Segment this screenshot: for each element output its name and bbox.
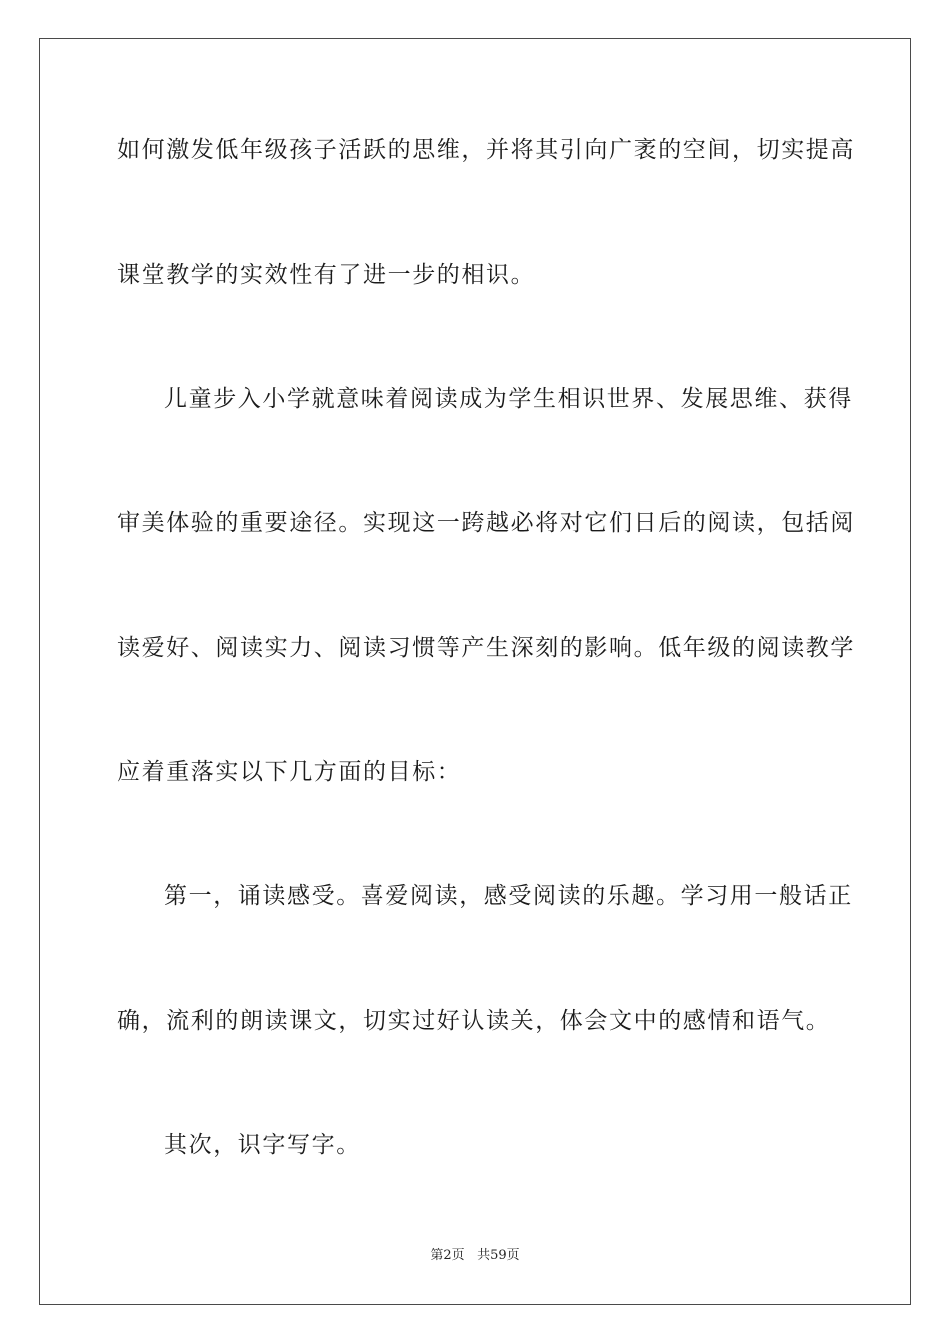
body-text-line: 应着重落实以下几方面的目标： — [117, 759, 462, 785]
body-text-line: 确，流利的朗读课文，切实过好认读关，体会文中的感情和语气。 — [117, 1008, 831, 1034]
paragraph-start-line: 其次，识字写字。 — [164, 1132, 361, 1158]
body-text-line: 课堂教学的实效性有了进一步的相识。 — [117, 262, 536, 288]
body-text-line: 审美体验的重要途径。实现这一跨越必将对它们日后的阅读，包括阅 — [117, 510, 855, 536]
page-number: 第2页 — [430, 1248, 465, 1263]
paragraph-start-line: 儿童步入小学就意味着阅读成为学生相识世界、发展思维、获得 — [164, 386, 853, 412]
page-footer — [0, 1247, 950, 1265]
body-text-line: 如何激发低年级孩子活跃的思维，并将其引向广袤的空间，切实提高 — [117, 137, 855, 163]
page-border — [39, 38, 911, 1305]
body-text-line: 读爱好、阅读实力、阅读习惯等产生深刻的影响。低年级的阅读教学 — [117, 635, 855, 661]
paragraph-start-line: 第一，诵读感受。喜爱阅读，感受阅读的乐趣。学习用一般话正 — [164, 883, 853, 909]
page-total: 共59页 — [477, 1248, 520, 1263]
